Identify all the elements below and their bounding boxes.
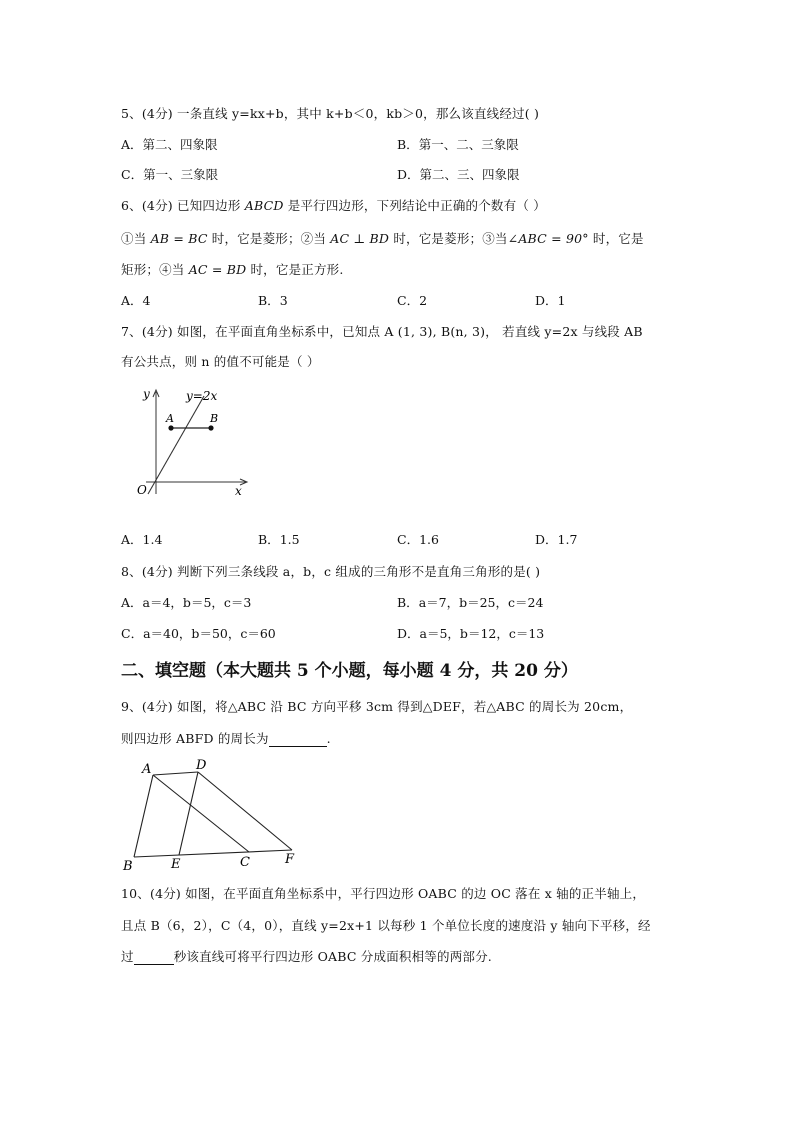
q8-stem: 8、(4分) 判断下列三条线段 a，b，c 组成的三角形不是直角三角形的是( ) <box>121 564 541 579</box>
q6-option-b: B．3 <box>258 293 288 308</box>
q7-option-a: A．1.4 <box>121 532 163 547</box>
q7-option-b: B．1.5 <box>258 532 300 547</box>
q5-option-c: C．第一、三象限 <box>121 167 219 182</box>
q5-option-b: B．第一、二、三象限 <box>397 137 519 152</box>
q10-stem-line2: 且点 B（6，2），C（4，0），直线 y=2x+1 以每秒 1 个单位长度的速度沿 y 轴向下平移，经 <box>121 918 651 933</box>
label-a: A <box>142 762 152 777</box>
label-o: O <box>137 483 147 497</box>
q8-option-a: A．a＝4，b＝5，c＝3 <box>121 595 252 610</box>
q9-answer-blank[interactable] <box>269 732 327 747</box>
q6-conditions-line1: ①当 AB = BC 时，它是菱形；②当 AC ⊥ BD 时，它是菱形；③当∠ABC = 90° 时，它是 <box>121 231 644 246</box>
q5-option-d: D．第二、三、四象限 <box>397 167 520 182</box>
q7-stem: 7、(4分) 如图，在平面直角坐标系中，已知点 A (1, 3), B(n, 3)， 若直线 y=2x 与线段 AB <box>121 324 643 339</box>
q8-option-d: D．a＝5，b＝12，c＝13 <box>397 626 545 641</box>
q7-option-d: D．1.7 <box>535 532 578 547</box>
label-d: D <box>196 758 207 773</box>
section-heading-fill-in: 二、填空题（本大题共 5 个小题，每小题 4 分，共 20 分） <box>121 661 578 681</box>
q6-option-a: A．4 <box>121 293 151 308</box>
q9-translation-figure <box>120 755 310 875</box>
q7-coordinate-figure <box>130 382 255 502</box>
q6-stem: 6、(4分) 已知四边形 ABCD 是平行四边形，下列结论中正确的个数有（ ） <box>121 198 546 213</box>
q6-conditions-line2: 矩形；④当 AC = BD 时，它是正方形. <box>121 262 344 277</box>
label-line: y=2x <box>186 389 218 403</box>
label-e: E <box>171 857 181 872</box>
point-a <box>168 425 173 430</box>
label-a: A <box>166 412 174 425</box>
label-b: B <box>123 859 133 874</box>
q10-stem: 10、(4分) 如图，在平面直角坐标系中，平行四边形 OABC 的边 OC 落在 x 轴的正半轴上， <box>121 886 646 901</box>
point-b <box>208 425 213 430</box>
q5-stem: 5、(4分) 一条直线 y=kx+b，其中 k+b＜0，kb＞0，那么该直线经过( ) <box>121 106 540 121</box>
label-c: C <box>240 855 250 870</box>
q6-option-d: D．1 <box>535 293 566 308</box>
q9-stem-line2: 则四边形 ABFD 的周长为 . <box>121 731 331 746</box>
label-y: y <box>143 387 150 401</box>
q5-option-a: A．第二、四象限 <box>121 137 218 152</box>
q8-option-b: B．a＝7，b＝25，c＝24 <box>397 595 544 610</box>
q7-option-c: C．1.6 <box>397 532 439 547</box>
label-x: x <box>235 484 242 498</box>
q7-stem-line2: 有公共点，则 n 的值不可能是（ ） <box>121 354 320 369</box>
label-f: F <box>285 852 295 867</box>
q8-option-c: C．a＝40，b＝50，c＝60 <box>121 626 276 641</box>
q10-answer-blank[interactable] <box>134 950 174 965</box>
q9-stem: 9、(4分) 如图，将△ABC 沿 BC 方向平移 3cm 得到△DEF，若△ABC 的周长为 20cm， <box>121 699 633 714</box>
q6-option-c: C．2 <box>397 293 428 308</box>
label-b: B <box>210 412 219 425</box>
q10-stem-line3: 过 秒该直线可将平行四边形 OABC 分成面积相等的两部分. <box>121 949 492 964</box>
